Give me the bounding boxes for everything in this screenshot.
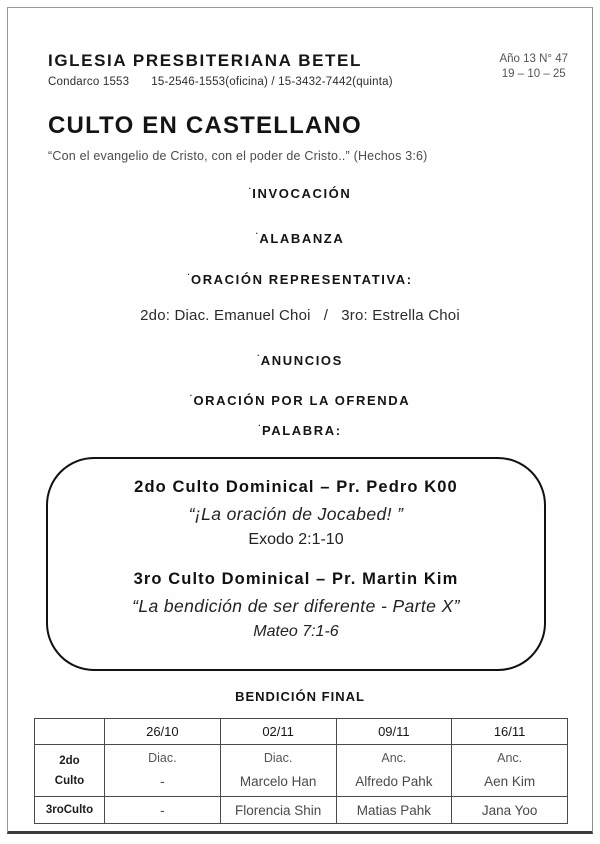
table-row-3ro-culto xyxy=(35,797,568,824)
table-cell: Jana Yoo xyxy=(452,797,568,824)
header-cell-date: 16/11 xyxy=(452,719,568,745)
order-item-oracion-ofrenda xyxy=(8,391,592,408)
order-item-label: ANUNCIOS xyxy=(260,353,343,368)
bullet-icon: · xyxy=(248,184,252,193)
header-cell-empty xyxy=(35,719,105,745)
issue-date: 19 – 10 – 25 xyxy=(501,68,566,80)
sermon-3ro-passage: Mateo 7:1-6 xyxy=(253,623,339,640)
table-cell: - xyxy=(105,797,221,824)
header-cell-date: 09/11 xyxy=(336,719,452,745)
table-row-2do-culto xyxy=(35,745,568,797)
table-cell xyxy=(452,745,568,797)
church-info xyxy=(48,51,393,88)
bullet-icon: · xyxy=(255,229,259,238)
church-name: IGLESIA PRESBITERIANA BETEL xyxy=(48,51,362,70)
bullet-icon: · xyxy=(187,270,190,279)
sermon-3ro-theme: “La bendición de ser diferente - Parte X” xyxy=(132,596,460,616)
table-cell: Matias Pahk xyxy=(336,797,452,824)
sermon-2do-passage: Exodo 2:1-10 xyxy=(248,531,344,548)
church-phones: 15-2546-1553(oficina) / 15-3432-7442(quinta) xyxy=(151,76,393,88)
page-title: CULTO EN CASTELLANO xyxy=(48,112,362,139)
table-cell xyxy=(105,745,221,797)
row-label-line: Culto xyxy=(54,774,85,787)
table-cell: Florencia Shin xyxy=(220,797,336,824)
order-item-label: INVOCACIÓN xyxy=(252,186,352,201)
row-label-line: 2do xyxy=(59,754,80,767)
sermon-box xyxy=(46,457,546,671)
verse-quote: “Con el evangelio de Cristo, con el poder de Cristo..” (Hechos 3:6) xyxy=(48,149,428,163)
order-item-oracion-representativa xyxy=(8,270,592,287)
order-of-service xyxy=(8,184,592,438)
cell-role: Diac. xyxy=(148,751,177,765)
sermon-2do-title: 2do Culto Dominical – Pr. Pedro K00 xyxy=(134,478,458,496)
page-header xyxy=(48,51,568,88)
cell-role: Anc. xyxy=(381,751,407,765)
final-blessing-title: BENDICIÓN FINAL xyxy=(235,689,365,704)
order-item-anuncios xyxy=(8,351,592,368)
row-label-3ro-culto: 3roCulto xyxy=(35,797,105,824)
header-cell-date: 02/11 xyxy=(220,719,336,745)
representatives-line: 2do: Diac. Emanuel Choi / 3ro: Estrella Choi xyxy=(140,307,460,324)
bulletin-page xyxy=(7,7,593,834)
bullet-icon: · xyxy=(258,421,261,430)
cell-name: - xyxy=(160,774,165,789)
table-cell xyxy=(220,745,336,797)
church-address: Condarco 1553 xyxy=(48,76,130,88)
table-header-row xyxy=(35,719,568,745)
bullet-icon: · xyxy=(189,391,193,400)
row-label-2do-culto xyxy=(35,745,105,797)
table-cell xyxy=(336,745,452,797)
cell-name: Aen Kim xyxy=(484,774,536,789)
order-item-label: PALABRA: xyxy=(261,423,342,438)
order-item-label: ALABANZA xyxy=(259,231,345,246)
sermon-2do-theme: “¡La oración de Jocabed! ” xyxy=(188,504,404,524)
cell-name: Marcelo Han xyxy=(239,774,317,789)
header-cell-date: 26/10 xyxy=(105,719,221,745)
order-item-label: ORACIÓN REPRESENTATIVA: xyxy=(190,272,413,287)
cell-name: Alfredo Pahk xyxy=(355,774,433,789)
final-blessing-table xyxy=(34,718,568,824)
cell-role: Anc. xyxy=(497,751,523,765)
order-item-palabra xyxy=(8,421,592,438)
order-item-invocacion xyxy=(8,184,592,201)
church-contact-line xyxy=(48,76,393,88)
bullet-icon: · xyxy=(257,351,260,360)
order-item-alabanza xyxy=(8,229,592,246)
issue-info xyxy=(499,52,568,82)
cell-role: Diac. xyxy=(263,751,293,765)
order-item-label: ORACIÓN POR LA OFRENDA xyxy=(193,393,411,408)
sermon-3ro-title: 3ro Culto Dominical – Pr. Martin Kim xyxy=(133,570,459,588)
issue-edition: Año 13 N° 47 xyxy=(499,53,568,65)
